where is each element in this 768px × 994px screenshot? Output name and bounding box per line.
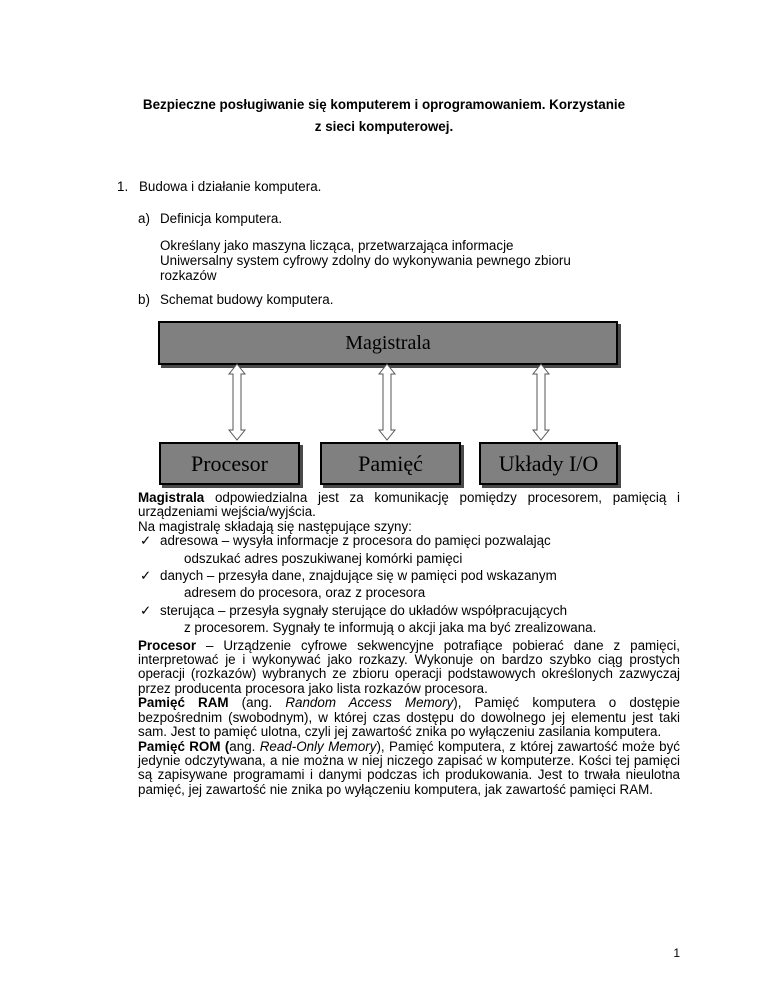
title-line-2: z sieci komputerowej.: [314, 119, 454, 134]
magistrala-term: Magistrala: [138, 490, 205, 505]
io-box: [479, 442, 618, 485]
rom-paragraph: [138, 740, 680, 798]
procesor-paragraph: [138, 639, 680, 697]
checkmark-icon: ✓: [140, 602, 152, 618]
subsection-a-number: a): [138, 211, 150, 226]
ram-paragraph: [138, 696, 680, 739]
checkmark-icon: ✓: [140, 533, 152, 549]
list-item-cont: z procesorem. Sygnały te informują o akcji jaka ma być zrealizowana.: [184, 620, 597, 636]
rom-italic: Read-Only Memory: [259, 738, 377, 754]
ram-italic: Random Access Memory: [285, 695, 454, 711]
definition-text: [160, 238, 680, 283]
document-title: [60, 94, 708, 138]
arrow-bus-io: [533, 364, 549, 440]
list-item: [138, 534, 680, 566]
magistrala-intro: Na magistralę składają się następujące szyny:: [138, 518, 412, 534]
subsection-a-heading: [138, 210, 282, 228]
list-item-first: sterująca – przesyła sygnały sterujące do układów współpracujących: [160, 602, 568, 618]
memory-box: [320, 442, 461, 485]
cpu-box: [159, 442, 300, 485]
magistrala-paragraph: [138, 491, 680, 520]
list-item: [138, 604, 680, 636]
list-item-first: adresowa – wysyła informacje z procesora do pamięci pozwalając: [160, 533, 551, 549]
memory-label: Pamięć: [358, 450, 423, 476]
subsection-b-label: Schemat budowy komputera.: [160, 292, 334, 307]
ram-term: Pamięć RAM: [138, 695, 229, 711]
section-1-heading: [117, 178, 321, 196]
title-line-1: Bezpieczne posługiwanie się komputerem i oprogramowaniem. Korzystanie: [142, 97, 626, 112]
section-1-number: 1.: [117, 179, 129, 194]
subsection-b-heading: [138, 291, 333, 309]
ram-post: ), Pamięć komputera o dostępie bezpośrednim (swobodnym), w której czas dostępu do dowolnego jej elementu jest taki sam. Jest to pamięć ulotna, czyli jej zawartość znika po wyłączeniu zasilania komputera.: [138, 695, 681, 740]
magistrala-text: odpowiedzialna jest za komunikację pomiędzy procesorem, pamięcią i urządzeniami wejścia/wyjścia.: [138, 490, 680, 520]
definition-line: Określany jako maszyna licząca, przetwarzająca informacje: [160, 238, 514, 253]
definition-line: rozkazów: [160, 268, 217, 283]
subsection-a-label: Definicja komputera.: [160, 211, 283, 226]
list-item-cont: odszukać adres poszukiwanej komórki pamięci: [184, 550, 463, 566]
body-text: [138, 491, 680, 797]
bus-label: Magistrala: [345, 331, 431, 354]
bus-box: [158, 321, 618, 365]
page-number: 1: [673, 946, 680, 960]
ram-pre: (ang.: [228, 695, 286, 711]
rom-post: ), Pamięć komputera, z której zawartość może być jedynie odczytywana, a nie można w niej niczego zapisać w komputerze. Kości tej pamięci są zapisywane programami i danymi podczas ich produkowania. Jest to trwała nieulotna pamięć, jej zawartość nie znika po wyłączeniu komputera, jak zawartość pamięci RAM.: [138, 738, 680, 797]
io-label: Układy I/O: [498, 450, 599, 476]
list-item-cont: adresem do procesora, oraz z procesora: [184, 585, 426, 601]
list-item: [138, 569, 680, 601]
rom-pre: ang.: [229, 738, 260, 754]
section-1-label: Budowa i działanie komputera.: [139, 179, 322, 194]
checkmark-icon: ✓: [140, 568, 152, 584]
arrow-bus-memory: [379, 364, 395, 440]
procesor-term: Procesor: [138, 637, 197, 653]
procesor-text: – Urządzenie cyfrowe sekwencyjne potrafiące pobierać dane z pamięci, interpretować je i wykonywać jako rozkazy. Wykonuje on bardzo szybko ciąg prostych operacji (rozkazów) wybranych ze zbioru operacji podstawowych określonych zazwyczaj przez producenta procesora jako lista rozkazów procesora.: [138, 637, 680, 696]
subsection-b-number: b): [138, 292, 150, 307]
arrow-bus-cpu: [229, 364, 245, 440]
rom-term: Pamięć ROM (: [138, 738, 230, 754]
cpu-label: Procesor: [191, 450, 268, 476]
definition-line: Uniwersalny system cyfrowy zdolny do wykonywania pewnego zbioru: [160, 253, 571, 268]
list-item-first: danych – przesyła dane, znajdujące się w pamięci pod wskazanym: [160, 568, 557, 584]
